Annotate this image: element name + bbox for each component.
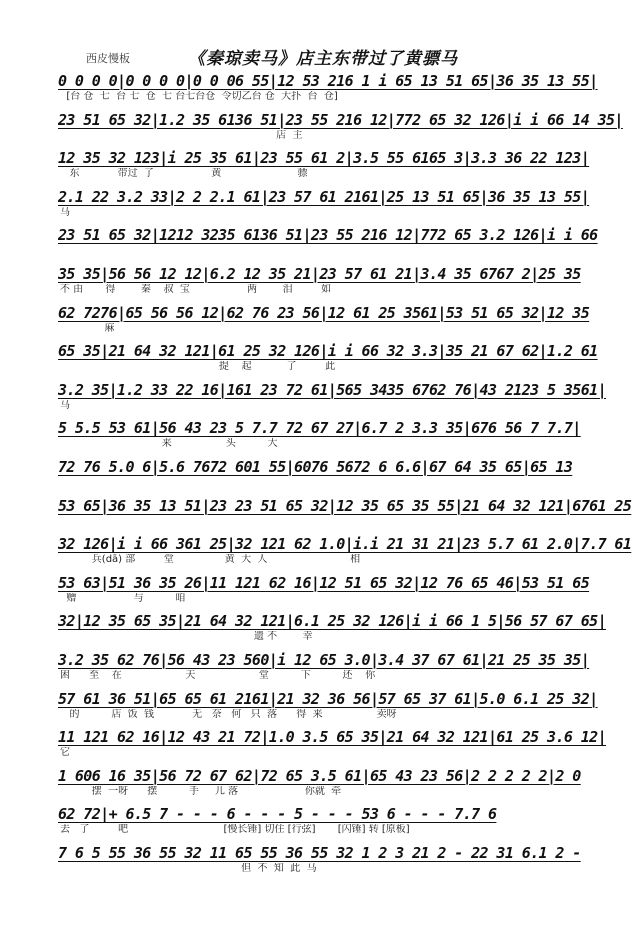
lyrics-line: [台 仓 七 台 七 仓 七 台七台仓 令切乙台 仓 大扑 台 仓]	[60, 91, 338, 102]
notation-line: 1 606 16 35|56 72 67 62|72 65 3.5 61|65 43 23 56|2 2 2 2 2|2 0	[58, 766, 581, 785]
notation-line: 23 51 65 32|1.2 35 6136 51|23 55 216 12|772 65 32 126|i i 66 14 35|	[58, 110, 623, 129]
score-system-4	[58, 182, 632, 221]
score-header	[0, 44, 644, 68]
notation-line: 65 35|21 64 32 121|61 25 32 126|i i 66 32 3.3|35 21 67 62|1.2 61	[58, 342, 598, 361]
score-system-3	[58, 143, 632, 182]
lyrics-line: 马	[60, 399, 70, 411]
notation-line: 0 0 0 0|0 0 0 0|0 0 06 55|12 53 216 1 i 65 13 51 65|36 35 13 55|	[58, 72, 598, 90]
lyrics-line: 赠 与 咱	[60, 592, 186, 604]
lyrics-line: 东 带过 了 黄 骠	[60, 168, 308, 180]
score-system-12	[58, 491, 632, 530]
notation-line: 12 35 32 123|i 25 35 61|23 55 61 2|3.5 55 6165 3|3.3 36 22 123|	[58, 149, 590, 168]
lyrics-line: 的 店 饭 钱 无 奈 何 只 落 得 来 卖呀	[60, 708, 397, 720]
score-system-13	[58, 529, 632, 568]
notation-line: 32 126|i i 66 361 25|32 121 62 1.0|i.i 21 31 21|23 5.7 61 2.0|7.7 61	[58, 535, 632, 554]
lyrics-line: 摆 一呀 摆 手 儿 落 你就 牵	[60, 785, 342, 797]
lyrics-line: 马	[60, 206, 70, 218]
score-system-7	[58, 298, 632, 337]
lyrics-line: 来 头 大	[60, 438, 278, 450]
lyrics-line: 但 不 知 此 马	[60, 862, 317, 874]
page-title: 《秦琼卖马》店主东带过了黄骠马	[188, 49, 458, 69]
lyrics-line: 店 主	[60, 129, 303, 141]
lyrics-line: 去 了 吧 [慢长锤] 切住 [行弦] [闪锤] 转 [原板]	[60, 824, 410, 836]
notation-line: 23 51 65 32|1212 3235 6136 51|23 55 216 12|772 65 3.2 126|i i 66	[58, 226, 598, 245]
score-body	[58, 66, 632, 876]
notation-line: 53 63|51 36 35 26|11 121 62 16|12 51 65 32|12 76 65 46|53 51 65	[58, 573, 590, 592]
score-system-2	[58, 105, 632, 144]
notation-line: 5 5.5 53 61|56 43 23 5 7.7 72 67 27|6.7 2 3.3 35|676 56 7 7.7|	[58, 419, 581, 438]
notation-line: 62 7276|65 56 56 12|62 76 23 56|12 61 25 3561|53 51 65 32|12 35	[58, 303, 590, 322]
score-system-14	[58, 568, 632, 607]
lyrics-line: 提 起 了 此	[60, 361, 336, 373]
notation-line: 3.2 35 62 76|56 43 23 560|i 12 65 3.0|3.4 37 67 61|21 25 35 35|	[58, 650, 590, 669]
notation-line: 35 35|56 56 12 12|6.2 12 35 21|23 57 61 21|3.4 35 6767 2|25 35	[58, 264, 581, 283]
score-system-20	[58, 799, 632, 838]
score-system-6	[58, 259, 632, 298]
notation-line: 2.1 22 3.2 33|2 2 2.1 61|23 57 61 2161|25 13 51 65|36 35 13 55|	[58, 187, 590, 206]
notation-line: 3.2 35|1.2 33 22 16|161 23 72 61|565 3435 6762 76|43 2123 5 3561|	[58, 380, 607, 399]
score-system-19	[58, 761, 632, 800]
subtitle: 西皮慢板	[86, 52, 130, 65]
notation-line: 53 65|36 35 13 51|23 23 51 65 32|12 35 65 35 55|21 64 32 121|6761 25	[58, 496, 632, 515]
lyrics-line: 麻	[60, 322, 115, 334]
notation-line: 72 76 5.0 6|5.6 7672 601 55|6076 5672 6 6.6|67 64 35 65|65 13	[58, 457, 573, 476]
lyrics-line: 兵(dā) 部 堂 黄 大 人 相	[60, 554, 361, 566]
score-system-5	[58, 220, 632, 259]
score-system-9	[58, 375, 632, 414]
notation-line: 57 61 36 51|65 65 61 2161|21 32 36 56|57 65 37 61|5.0 6.1 25 32|	[58, 689, 598, 708]
score-system-8	[58, 336, 632, 375]
score-system-1	[58, 66, 632, 105]
score-system-15	[58, 606, 632, 645]
notation-line: 62 72|+ 6.5 7 - - - 6 - - - 5 - - - 53 6 - - - 7.7 6	[58, 805, 497, 824]
score-system-18	[58, 722, 632, 761]
score-system-11	[58, 452, 632, 491]
notation-line: 7 6 5 55 36 55 32 11 65 55 36 55 32 1 2 3 21 2 - 22 31 6.1 2 -	[58, 843, 581, 862]
score-system-16	[58, 645, 632, 684]
lyrics-line: 困 至 在 天 堂 下 还 你	[60, 669, 376, 681]
score-system-21	[58, 838, 632, 877]
notation-line: 11 121 62 16|12 43 21 72|1.0 3.5 65 35|21 64 32 121|61 25 3.6 12|	[58, 728, 607, 747]
lyrics-line: 遗 不 幸	[60, 631, 313, 643]
score-system-10	[58, 413, 632, 452]
score-system-17	[58, 684, 632, 723]
notation-line: 32|12 35 65 35|21 64 32 121|6.1 25 32 126|i i 66 1 5|56 57 67 65|	[58, 612, 607, 631]
lyrics-line: 它	[60, 747, 70, 759]
lyrics-line: 不 由 得 秦 叔 宝 两 泪 如	[60, 283, 332, 295]
